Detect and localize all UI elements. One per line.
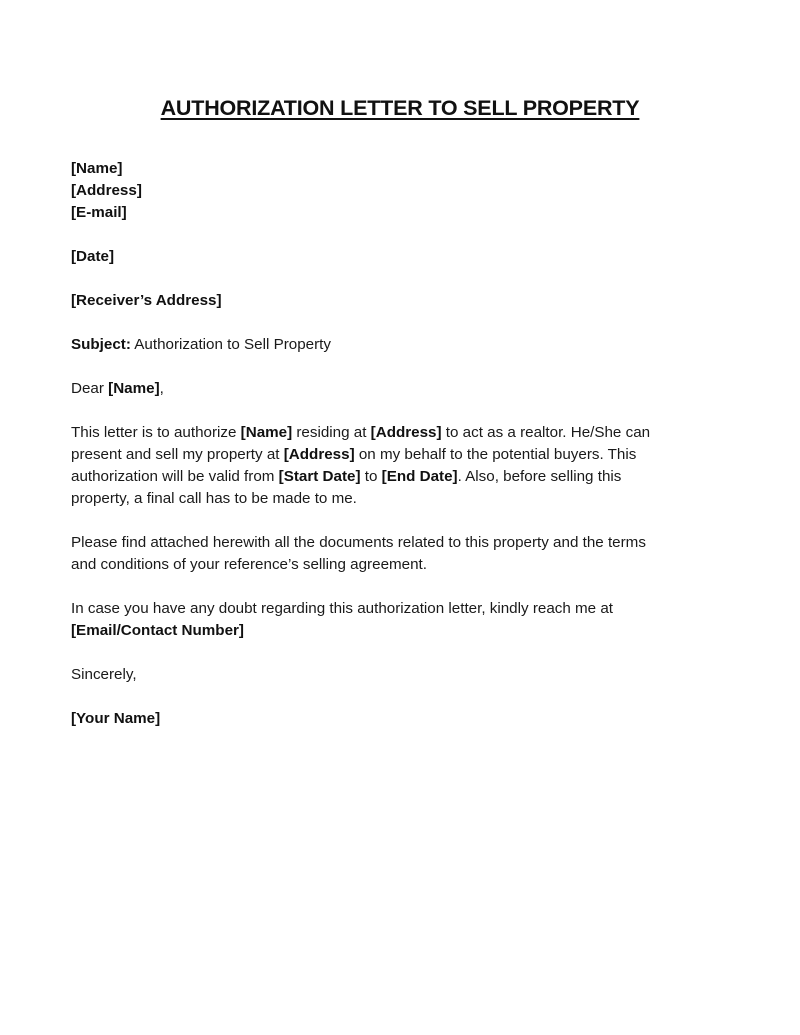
text-run: . Also, before selling this bbox=[457, 468, 622, 485]
placeholder-field: [Address] bbox=[283, 446, 355, 463]
paragraph-authorization-line bbox=[71, 466, 741, 488]
salutation-suffix: , bbox=[159, 380, 164, 397]
sender-address: [Address] bbox=[71, 182, 142, 199]
subject-line bbox=[71, 334, 741, 356]
letter-title: AUTHORIZATION LETTER TO SELL PROPERTY bbox=[160, 96, 640, 120]
letter-body bbox=[71, 158, 741, 730]
receiver-address: [Receiver’s Address] bbox=[71, 292, 222, 309]
paragraph-authorization-line bbox=[71, 422, 741, 444]
paragraph-documents-line2: and conditions of your reference’s selling agreement. bbox=[71, 556, 427, 573]
sender-email: [E-mail] bbox=[71, 204, 127, 221]
text-run: This letter is to authorize bbox=[71, 424, 241, 441]
placeholder-field: [Start Date] bbox=[278, 468, 361, 485]
text-run: residing at bbox=[292, 424, 371, 441]
subject-label: Subject: bbox=[71, 336, 131, 353]
paragraph-contact-line1: In case you have any doubt regarding this authorization letter, kindly reach me at bbox=[71, 600, 614, 617]
salutation-name: [Name] bbox=[108, 380, 160, 397]
signature-name: [Your Name] bbox=[71, 710, 161, 727]
paragraph-authorization-line bbox=[71, 488, 741, 510]
text-run: property, a final call has to be made to me. bbox=[71, 490, 357, 507]
text-run: present and sell my property at bbox=[71, 446, 284, 463]
text-run: to act as a realtor. He/She can bbox=[441, 424, 651, 441]
subject-text: Authorization to Sell Property bbox=[130, 336, 331, 353]
text-run: on my behalf to the potential buyers. This bbox=[354, 446, 637, 463]
paragraph-authorization-line bbox=[71, 444, 741, 466]
paragraph-authorization bbox=[71, 422, 741, 510]
placeholder-field: [Name] bbox=[240, 424, 293, 441]
placeholder-field: [End Date] bbox=[381, 468, 458, 485]
paragraph-documents-line1: Please find attached herewith all the documents related to this property and the terms bbox=[71, 534, 646, 551]
sender-name: [Name] bbox=[71, 160, 123, 177]
placeholder-field: [Address] bbox=[370, 424, 442, 441]
contact-placeholder: [Email/Contact Number] bbox=[71, 622, 244, 639]
salutation bbox=[71, 378, 741, 400]
text-run: authorization will be valid from bbox=[71, 468, 279, 485]
text-run: to bbox=[360, 468, 382, 485]
letter-date: [Date] bbox=[71, 248, 115, 265]
closing: Sincerely, bbox=[71, 666, 137, 683]
salutation-prefix: Dear bbox=[71, 380, 109, 397]
